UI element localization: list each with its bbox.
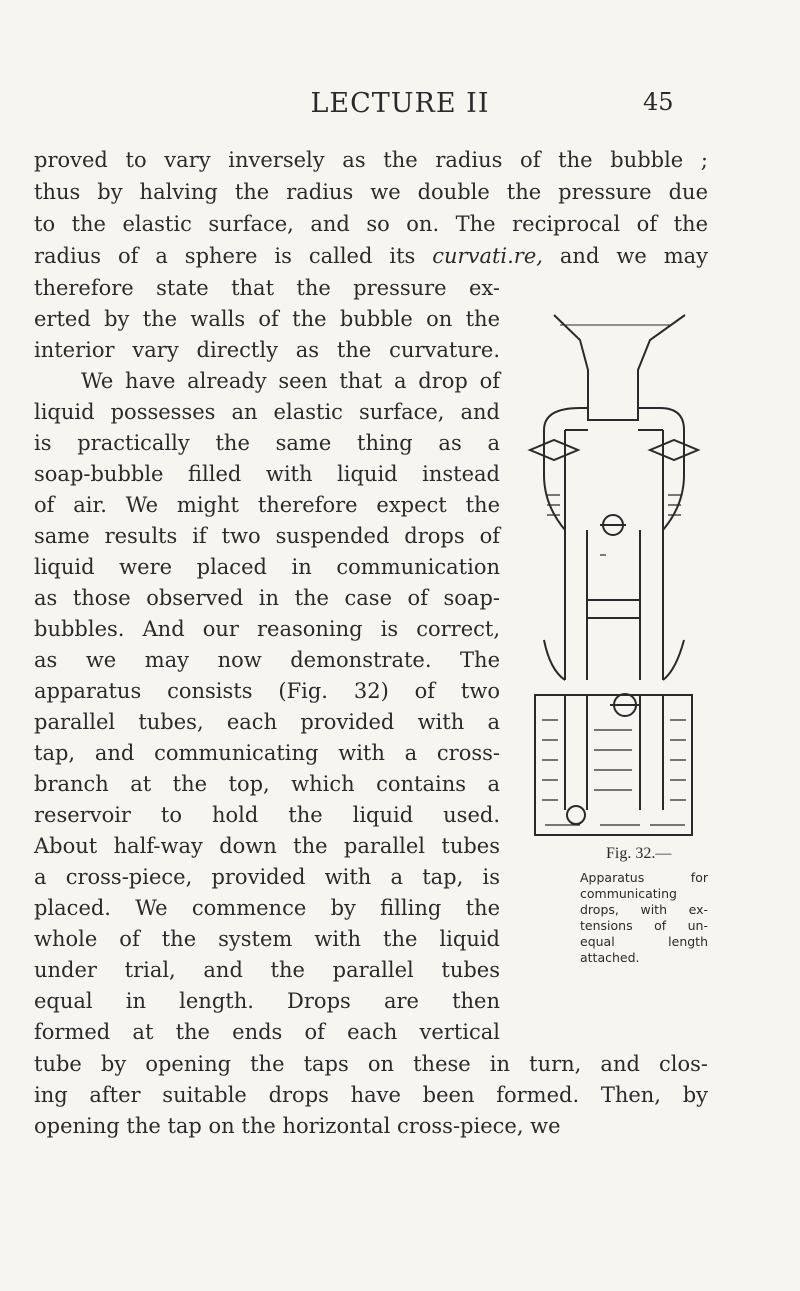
text-line: ing after suitable drops have been formed. Then, by [34, 1083, 708, 1107]
figure-caption-line: attached. [580, 950, 640, 965]
text-line: liquid were placed in communication [34, 555, 500, 579]
text-line: interior vary directly as the curvature. [34, 338, 500, 362]
text-line: bubbles. And our reasoning is correct, [34, 617, 500, 641]
text-line: We have already seen that a drop of [34, 369, 500, 393]
text-line: liquid possesses an elastic surface, and [34, 400, 500, 424]
text-line: to the elastic surface, and so on. The reciprocal of the [34, 212, 708, 236]
page-title: LECTURE II [310, 88, 490, 119]
text-line: apparatus consists (Fig. 32) of two [34, 679, 500, 703]
text-line: About half-way down the parallel tubes [34, 834, 500, 858]
text-line: placed. We commence by filling the [34, 896, 500, 920]
figure-caption-line: equal length [580, 934, 708, 949]
text-line: branch at the top, which contains a [34, 772, 500, 796]
figure-caption-line: tensions of un- [580, 918, 708, 933]
text-line: erted by the walls of the bubble on the [34, 307, 500, 331]
figure-caption-line: drops, with ex- [580, 902, 708, 917]
text-line: as those observed in the case of soap- [34, 586, 500, 610]
text-line: a cross-piece, provided with a tap, is [34, 865, 500, 889]
text-line: formed at the ends of each vertical [34, 1020, 500, 1044]
page-number: 45 [643, 88, 674, 116]
text-line: as we may now demonstrate. The [34, 648, 500, 672]
text-line: is practically the same thing as a [34, 431, 500, 455]
text-line: opening the tap on the horizontal cross-piece, we [34, 1114, 561, 1138]
text-line: reservoir to hold the liquid used. [34, 803, 500, 827]
text-line: therefore state that the pressure ex- [34, 276, 500, 300]
figure-label: Fig. 32.— [606, 845, 672, 862]
text-line: under trial, and the parallel tubes [34, 958, 500, 982]
text-line: same results if two suspended drops of [34, 524, 500, 548]
text-line: equal in length. Drops are then [34, 989, 500, 1013]
italic-term: curvati.re, [432, 244, 543, 268]
text-line-curvature [34, 244, 708, 268]
text-line: soap-bubble filled with liquid instead [34, 462, 500, 486]
text-line: whole of the system with the liquid [34, 927, 500, 951]
figure-caption-line: Apparatus for [580, 870, 708, 885]
figure-caption-line: communicating [580, 886, 677, 901]
text-line: parallel tubes, each provided with a [34, 710, 500, 734]
text-line: thus by halving the radius we double the pressure due [34, 180, 708, 204]
text-line: tube by opening the taps on these in turn, and clos- [34, 1052, 708, 1076]
text-segment: radius of a sphere is called its [34, 244, 433, 268]
text-line: of air. We might therefore expect the [34, 493, 500, 517]
text-line: proved to vary inversely as the radius of the bubble ; [34, 148, 708, 172]
text-segment: and we may [542, 244, 708, 268]
text-line: tap, and communicating with a cross- [34, 741, 500, 765]
apparatus-illustration [520, 300, 710, 840]
